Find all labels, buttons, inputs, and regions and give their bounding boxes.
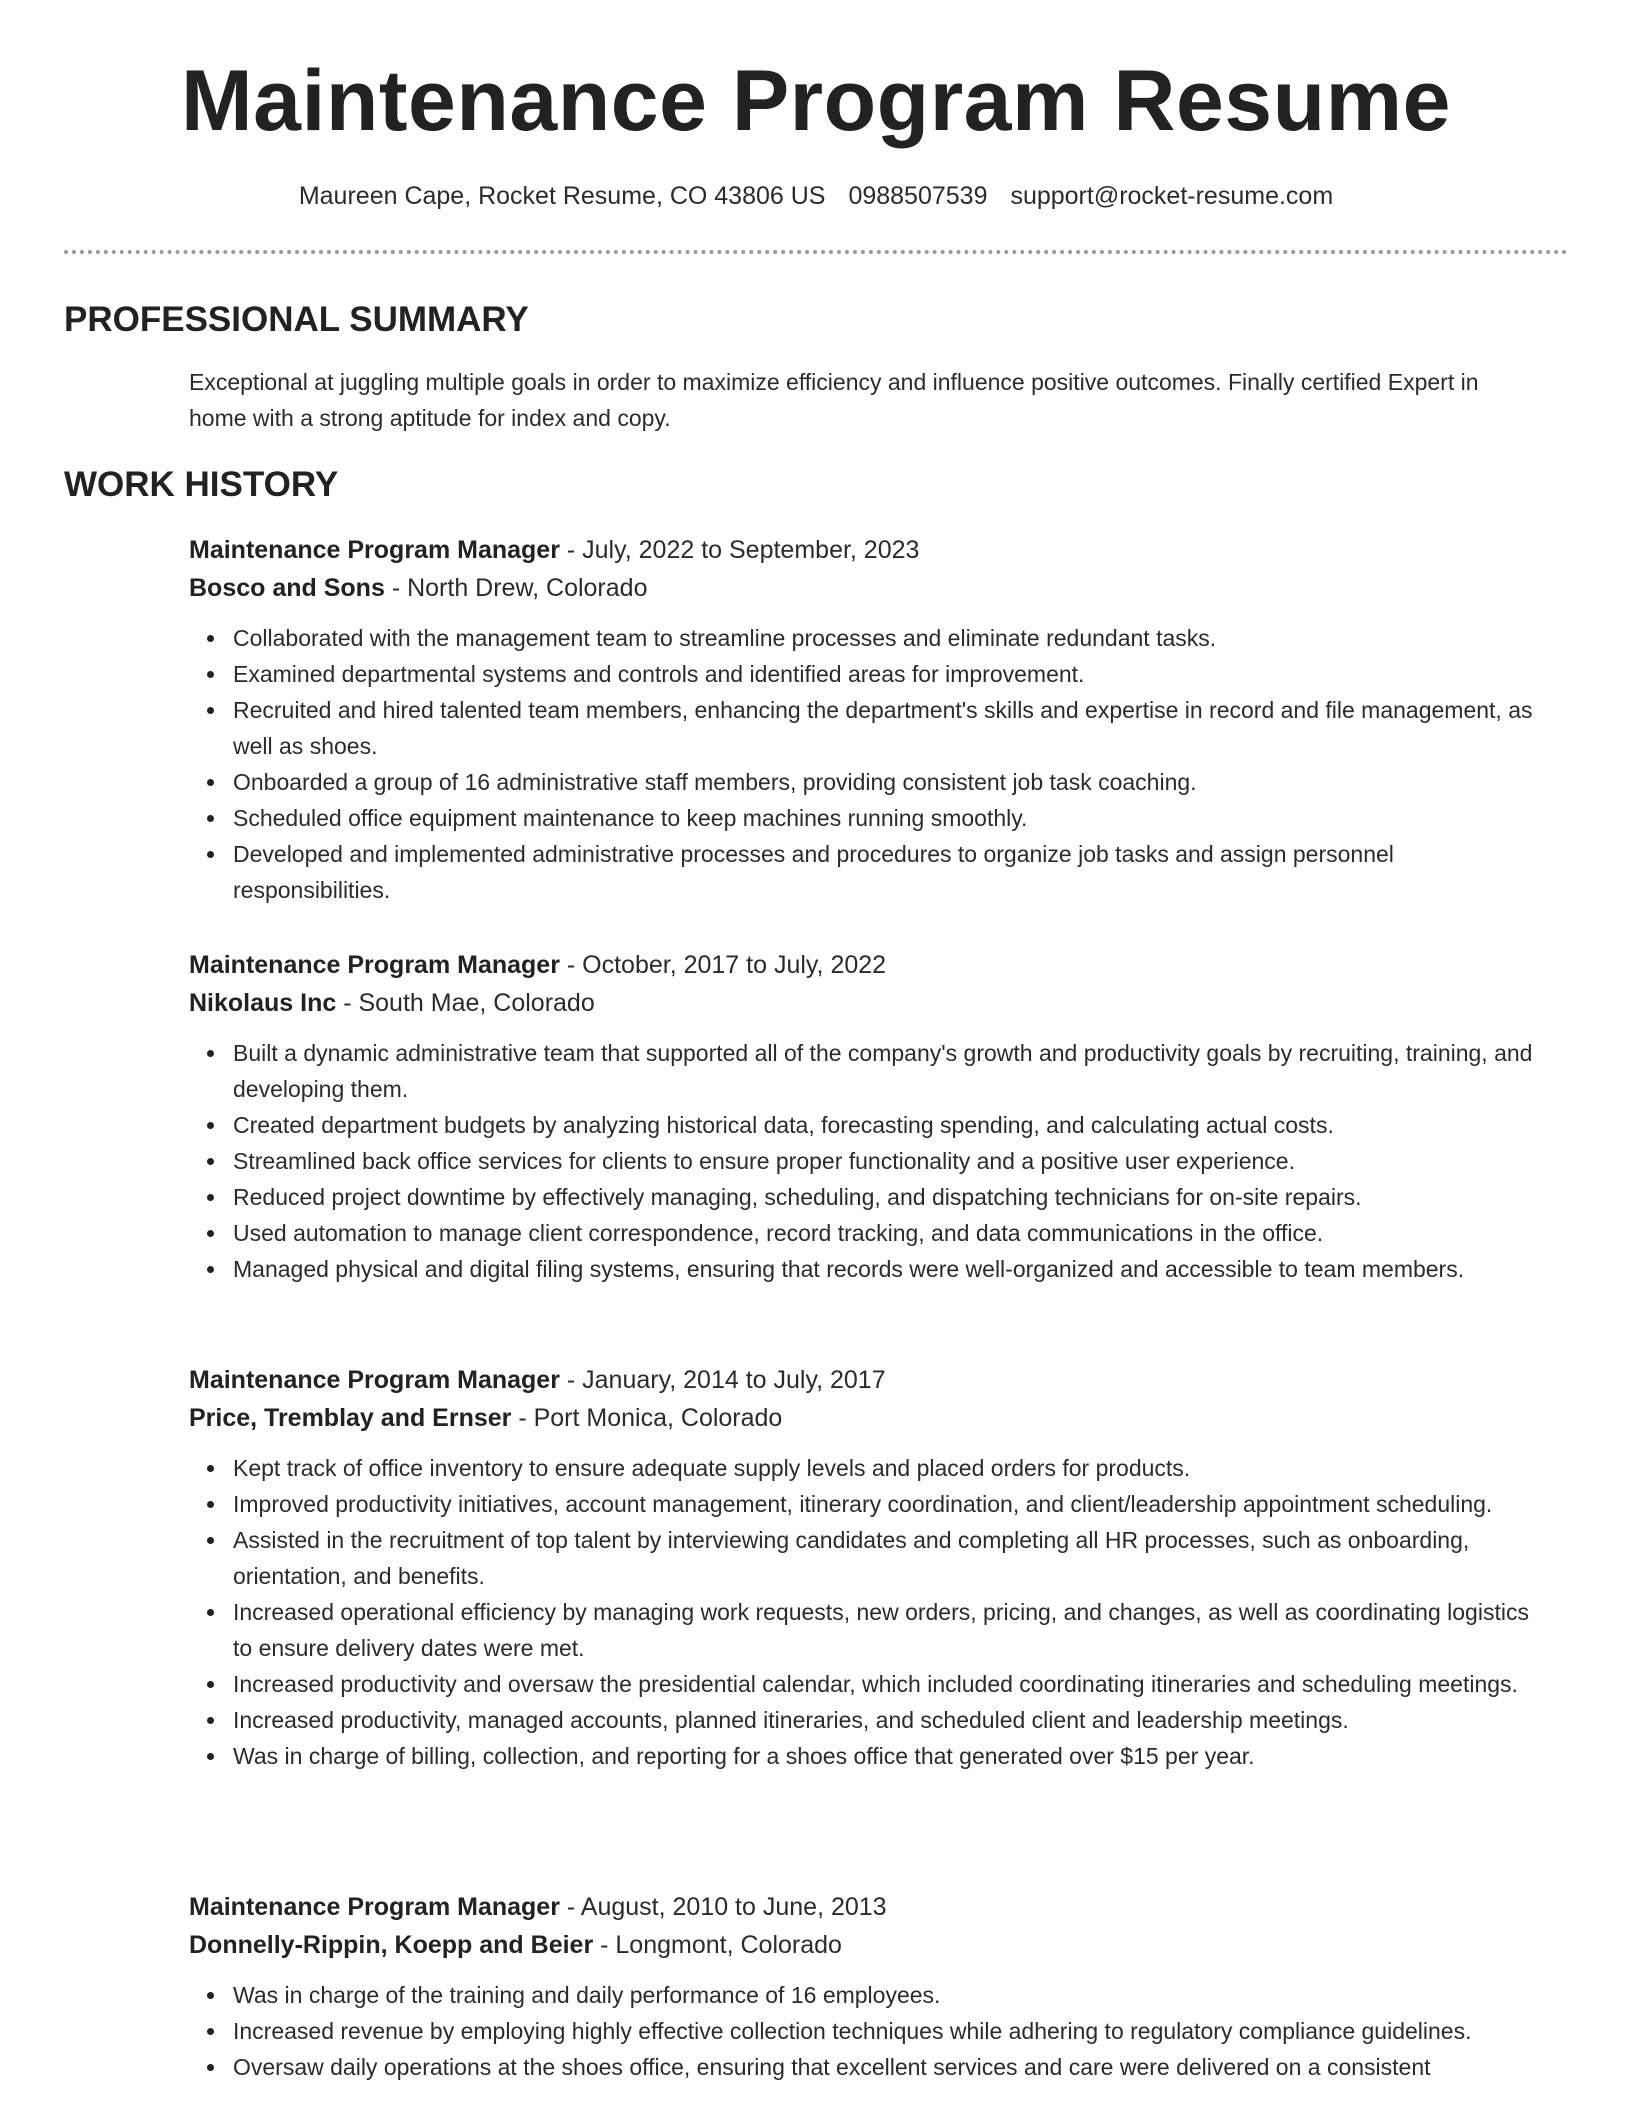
job-company: Bosco and Sons — [189, 574, 385, 602]
job-bullet: Increased productivity and oversaw the presidential calendar, which included coordinating itineraries and scheduling meetings. — [233, 1666, 1549, 1702]
job-bullet: Increased revenue by employing highly effective collection techniques while adhering to regulatory compliance guidelines. — [233, 2013, 1549, 2049]
job-company-line — [189, 569, 1549, 607]
job-bullets — [189, 1977, 1549, 2085]
job-company: Price, Tremblay and Ernser — [189, 1404, 512, 1432]
job-entry — [189, 1888, 1549, 2085]
job-bullet: Reduced project downtime by effectively managing, scheduling, and dispatching technicians for on-site repairs. — [233, 1179, 1549, 1215]
job-company: Donnelly-Rippin, Koepp and Beier — [189, 1931, 594, 1959]
contact-email: support@rocket-resume.com — [1010, 182, 1334, 210]
job-bullet: Was in charge of the training and daily performance of 16 employees. — [233, 1977, 1549, 2013]
job-bullet: Assisted in the recruitment of top talent by interviewing candidates and completing all HR processes, such as onboarding, orientation, and benefits. — [233, 1522, 1549, 1594]
job-bullet: Built a dynamic administrative team that supported all of the company's growth and productivity goals by recruiting, training, and developing them. — [233, 1035, 1549, 1107]
job-bullet: Improved productivity initiatives, account management, itinerary coordination, and client/leadership appointment scheduling. — [233, 1486, 1549, 1522]
job-company-line — [189, 1926, 1549, 1964]
job-bullet: Increased operational efficiency by managing work requests, new orders, pricing, and changes, as well as coordinating logistics to ensure delivery dates were met. — [233, 1594, 1549, 1666]
contact-line — [0, 182, 1632, 211]
job-title: Maintenance Program Manager — [189, 1366, 560, 1394]
resume-title: Maintenance Program Resume — [181, 53, 1451, 149]
job-bullet: Was in charge of billing, collection, and reporting for a shoes office that generated over $15 per year. — [233, 1738, 1549, 1774]
job-bullet: Developed and implemented administrative processes and procedures to organize job tasks and assign personnel responsibilities. — [233, 836, 1549, 908]
job-bullet: Managed physical and digital filing systems, ensuring that records were well-organized and accessible to team members. — [233, 1251, 1549, 1287]
header-divider — [64, 250, 1568, 254]
job-dates: - October, 2017 to July, 2022 — [559, 951, 887, 979]
job-title: Maintenance Program Manager — [189, 1893, 560, 1921]
job-title-line — [189, 1888, 1549, 1926]
job-location: - Longmont, Colorado — [593, 1931, 842, 1959]
job-bullet: Oversaw daily operations at the shoes office, ensuring that excellent services and care were delivered on a consistent — [233, 2049, 1549, 2085]
job-bullet: Onboarded a group of 16 administrative staff members, providing consistent job task coaching. — [233, 764, 1549, 800]
job-entry — [189, 946, 1549, 1287]
job-bullet: Created department budgets by analyzing historical data, forecasting spending, and calculating actual costs. — [233, 1107, 1549, 1143]
job-location: - Port Monica, Colorado — [511, 1404, 783, 1432]
job-title-line — [189, 946, 1549, 984]
contact-phone: 0988507539 — [848, 182, 988, 210]
job-bullet: Collaborated with the management team to streamline processes and eliminate redundant tasks. — [233, 620, 1549, 656]
job-company-line — [189, 984, 1549, 1022]
job-bullet: Examined departmental systems and controls and identified areas for improvement. — [233, 656, 1549, 692]
job-bullet: Streamlined back office services for clients to ensure proper functionality and a positive user experience. — [233, 1143, 1549, 1179]
job-company: Nikolaus Inc — [189, 989, 337, 1017]
job-entry — [189, 1361, 1549, 1774]
summary-text: Exceptional at juggling multiple goals in order to maximize efficiency and influence positive outcomes. Finally certified Expert in home with a strong aptitude for index and copy. — [189, 369, 1479, 431]
job-entry — [189, 531, 1549, 908]
job-bullets — [189, 1035, 1549, 1287]
job-dates: - January, 2014 to July, 2017 — [559, 1366, 886, 1394]
job-dates: - August, 2010 to June, 2013 — [559, 1893, 887, 1921]
summary-heading: PROFESSIONAL SUMMARY — [64, 300, 529, 339]
job-title-line — [189, 531, 1549, 569]
job-bullet: Increased productivity, managed accounts, planned itineraries, and scheduled client and leadership meetings. — [233, 1702, 1549, 1738]
job-bullet: Kept track of office inventory to ensure adequate supply levels and placed orders for products. — [233, 1450, 1549, 1486]
job-bullet: Recruited and hired talented team members, enhancing the department's skills and expertise in record and file management, as well as shoes. — [233, 692, 1549, 764]
job-company-line — [189, 1399, 1549, 1437]
work-history-heading: WORK HISTORY — [64, 465, 339, 504]
job-bullet: Scheduled office equipment maintenance to keep machines running smoothly. — [233, 800, 1549, 836]
job-location: - North Drew, Colorado — [384, 574, 648, 602]
job-bullets — [189, 1450, 1549, 1774]
job-title: Maintenance Program Manager — [189, 951, 560, 979]
job-bullet: Used automation to manage client correspondence, record tracking, and data communications in the office. — [233, 1215, 1549, 1251]
job-bullets — [189, 620, 1549, 908]
job-title-line — [189, 1361, 1549, 1399]
contact-address: Maureen Cape, Rocket Resume, CO 43806 US — [298, 182, 826, 210]
job-location: - South Mae, Colorado — [336, 989, 595, 1017]
job-dates: - July, 2022 to September, 2023 — [559, 536, 920, 564]
job-title: Maintenance Program Manager — [189, 536, 560, 564]
